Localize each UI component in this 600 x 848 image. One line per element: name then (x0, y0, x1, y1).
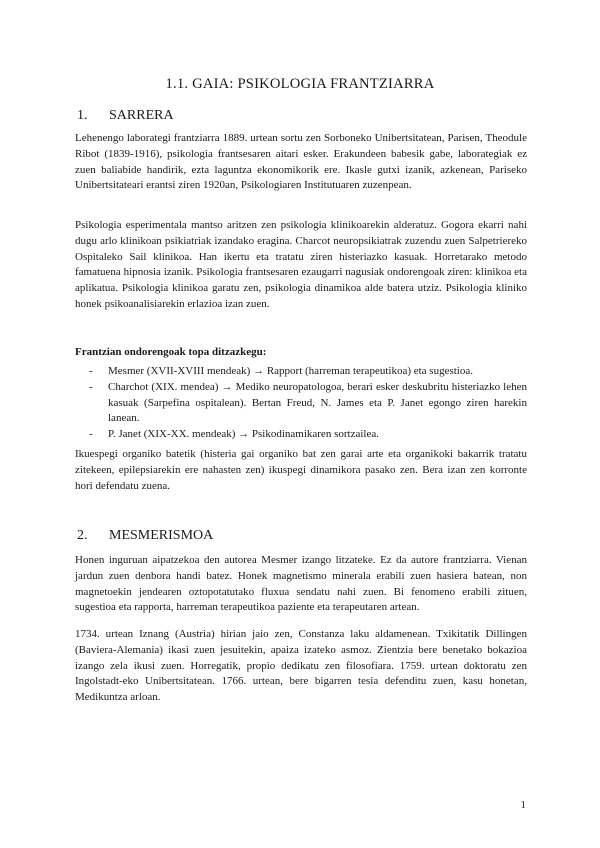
paragraph: Psikologia esperimentala mantso aritzen zen psikologia klinikoarekin alderatuz. Gogora ekarri nahi dugu arlo klinikoan psikiatriak izandako eragina. Charcot neuropsikiatrak zuzendu zuen Salpetriereko Ospitaleko Sail klinikoa. Han ikertu eta tratatu ziren histeriazko kasuak. Horretarako metodo famatuena hipnosia izanik. Psikologia frantsesaren ezaugarri nagusiak ondorengoak ziren: klinikoa eta aplikatua. Psikologia klinikoa garatu zen, psikologia dinamikoa alde batera utziz. Psikologia kliniko honek psikoanalisiarekin erlazioa izan zuen. (75, 219, 527, 310)
list-item (75, 380, 527, 427)
paragraph: Honen inguruan aipatzekoa den autorea Mesmer izango litzateke. Ez da autore frantziarra. Vienan jardun zuen denbora handi batez. Honek magnetismo minerala erabili zuen hasiera batean, non magnetoekin jendearen oztopotatutako fluxua sendatu nahi zuen. Bi fenomeno erabili zituen, sugestioa eta rapporta, harreman terapeutikoa paziente eta terapeutaren artean. (75, 554, 527, 614)
dash-bullet-icon: - (89, 365, 93, 377)
dash-bullet-icon: - (89, 380, 93, 393)
bullet-list (75, 364, 527, 443)
section-title: SARRERA (109, 108, 174, 123)
section-number: 2. (77, 528, 88, 543)
dash-bullet-icon: - (89, 428, 93, 441)
list-item-text: Mesmer (XVII-XVIII mendeak) → Rapport (harreman terapeutikoa) eta sugestioa. (108, 365, 473, 377)
section-heading-mesmerismoa (77, 528, 213, 544)
list-item (75, 364, 527, 380)
paragraph: 1734. urtean Iznang (Austria) hirian jaio zen, Constanza laku aldamenean. Txikitatik Dillingen (Baviera-Alemania) ikasi zuen jesuitekin, apaiza izateko asmoz. Zientzia bere benetako bokazioa izango zela ikusi zuen. Horregatik, propio dedikatu zen filosofiara. 1759. urtean doktoratu zen Ingolstadt-eko Unibertsitatean. 1766. urtean, bere bigarren tesia defenditu zuen, kasu honetan, Medikuntza arloan. (75, 628, 527, 704)
page-number: 1 (520, 799, 526, 811)
paragraph: Lehenengo laborategi frantziarra 1889. urtean sortu zen Sorboneko Unibertsitatean, Parisen, Theodule Ribot (1839-1916), psikologia frantsesaren aitari esker. Erakundeen babesik gabe, laborategiak ez zuen baliabide handirik, ezta laguntza ekonomikorik ere. Ikasle gutxi izanik, azkenean, Pariseko Unibertsitateari erantsi ziren 1920an, Psikologiaren Institutuaren zuzenpean. (75, 132, 527, 192)
paragraph: Ikuespegi organiko batetik (histeria gai organiko bat zen garai arte eta organikoki bakarrik tratatu zitekeen, epilepsiarekin ere nahasten zen) ikuspegi dinamikora pasako zen. Bera izan zen korronte hori defendatu zuena. (75, 448, 527, 492)
list-item (75, 427, 527, 443)
section-number: 1. (77, 108, 88, 123)
list-item-text: P. Janet (XIX-XX. mendeak) → Psikodinamikaren sortzailea. (108, 428, 379, 441)
page-title: 1.1. GAIA: PSIKOLOGIA FRANTZIARRA (165, 76, 435, 92)
list-item-text: Charchot (XIX. mendea) → Mediko neuropatologoa, berari esker deskubritu histeriazko lehen kasuak (Sarpefina ospitalean). Bertan Freud, N. James eta P. Janet egongo ziren harekin lanean. (108, 380, 527, 425)
section-heading-sarrera (77, 108, 174, 124)
list-heading: Frantzian ondorengoak topa ditzazkegu: (75, 346, 267, 358)
section-title: MESMERISMOA (109, 528, 214, 543)
